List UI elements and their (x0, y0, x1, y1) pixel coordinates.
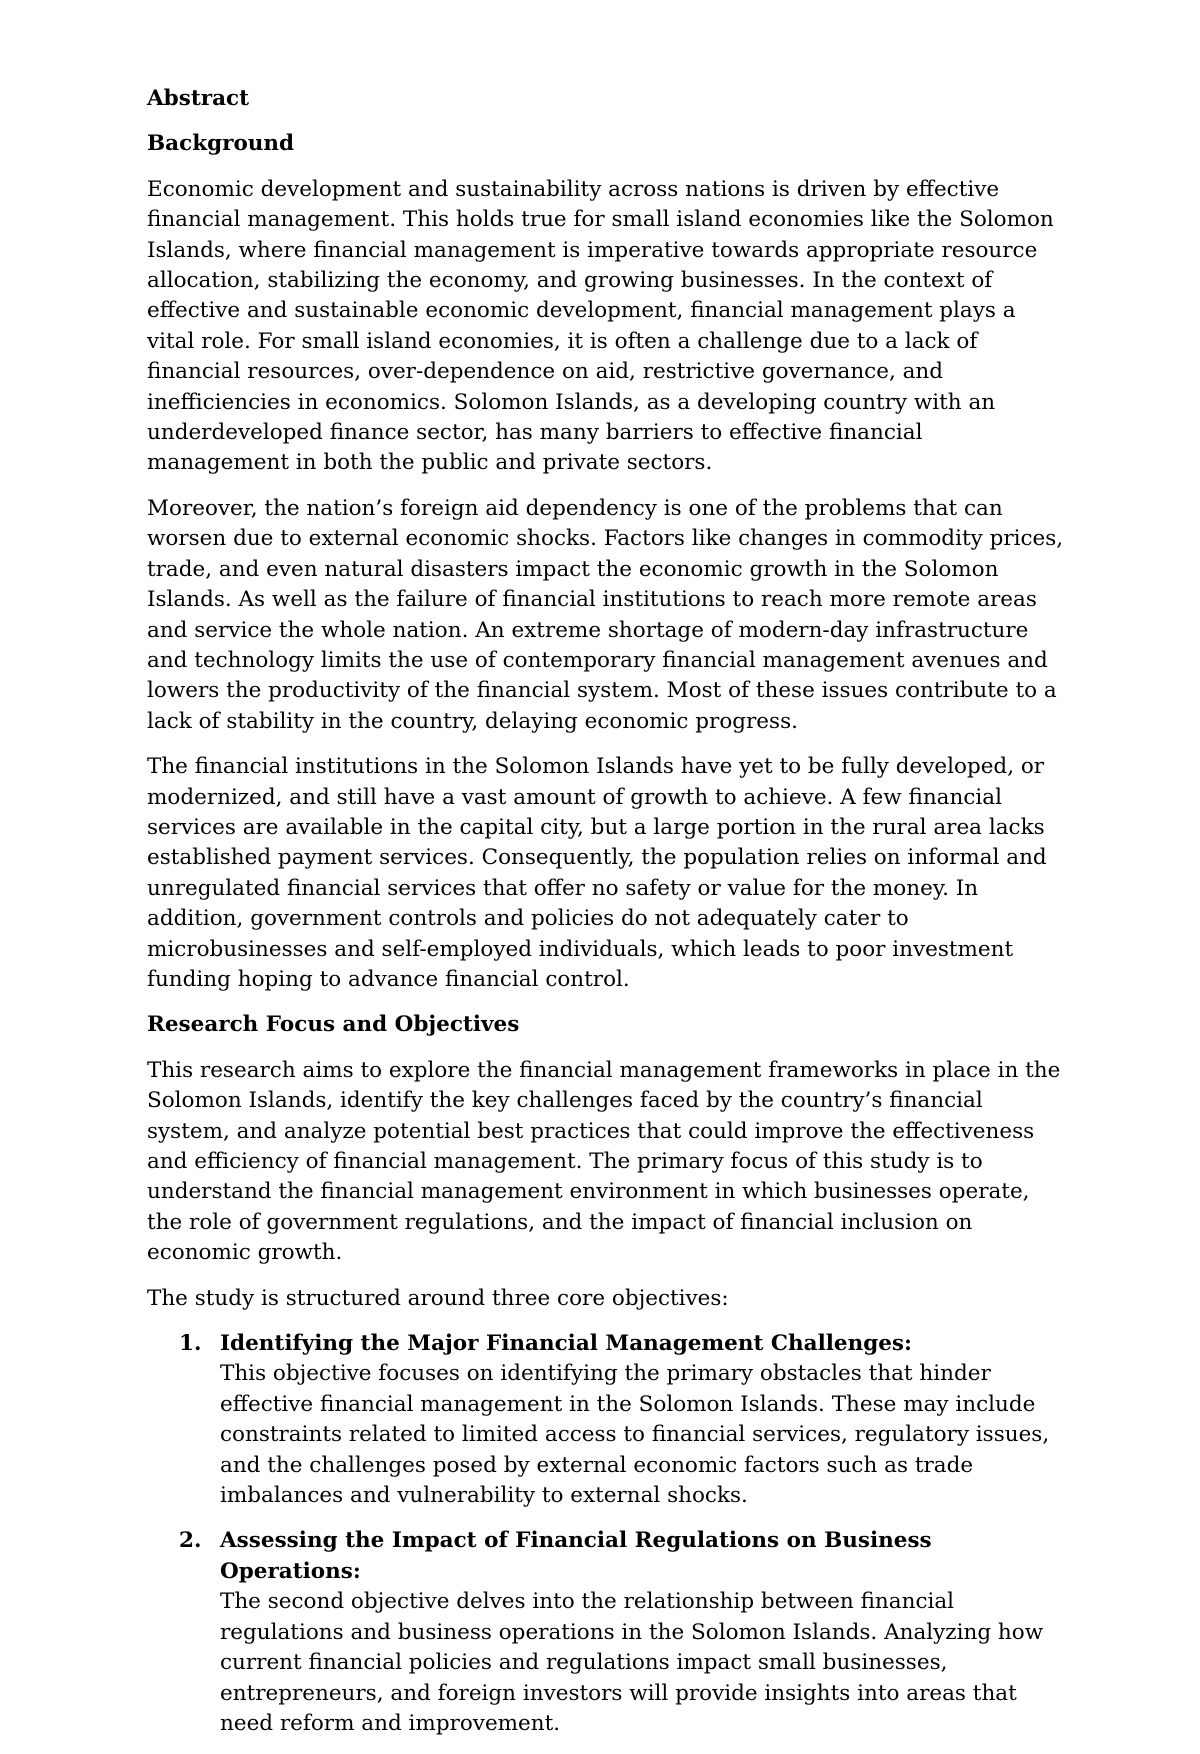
objective-item (147, 1526, 1067, 1739)
research-paragraph-1: This research aims to explore the financial management frameworks in place in the Solomon Islands, identify the key challenges faced by the country’s financial system, and analyze potential best practices that could improve the effectiveness and efficiency of financial management. The primary focus of this study is to understand the financial management environment in which businesses operate, the role of government regulations, and the impact of financial inclusion on economic growth. (147, 1057, 1061, 1266)
objective-body: The second objective delves into the relationship between financial regulations and business operations in the Solomon Islands. Analyzing how current financial policies and regulations impact small businesses, entrepreneurs, and foreign investors will provide insights into areas that need reform and improvement. (220, 1589, 1044, 1736)
objective-body: This objective focuses on identifying the primary obstacles that hinder effective financial management in the Solomon Islands. These may include constraints related to limited access to financial services, regulatory issues, and the challenges posed by external economic factors such as trade imbalances and vulnerability to external shocks. (220, 1361, 1050, 1509)
document-body (147, 84, 1067, 1754)
objective-title: Identifying the Major Financial Management Challenges: (220, 1331, 912, 1357)
background-paragraph-1: Economic development and sustainability across nations is driven by effective financial management. This holds true for small island economies like the Solomon Islands, where financial management is imperative towards appropriate resource allocation, stabilizing the economy, and growing businesses. In the context of effective and sustainable economic development, financial management plays a vital role. For small island economies, it is often a challenge due to a lack of financial resources, over-dependence on aid, restrictive governance, and inefficiencies in economics. Solomon Islands, as a developing country with an underdeveloped finance sector, has many barriers to effective financial management in both the public and private sectors. (147, 176, 1054, 476)
objective-number: 1. (179, 1331, 202, 1357)
research-heading: Research Focus and Objectives (147, 1012, 520, 1038)
background-paragraph-2: Moreover, the nation’s foreign aid dependency is one of the problems that can worsen due to external economic shocks. Factors like changes in commodity prices, trade, and even natural disasters impact the economic growth in the Solomon Islands. As well as the failure of financial institutions to reach more remote areas and service the whole nation. An extreme shortage of modern-day infrastructure and technology limits the use of contemporary financial management avenues and lowers the productivity of the financial system. Most of these issues contribute to a lack of stability in the country, delaying economic progress. (147, 495, 1064, 734)
objectives-list (147, 1329, 1067, 1739)
background-paragraph-3: The financial institutions in the Solomon Islands have yet to be fully developed, or modernized, and still have a vast amount of growth to achieve. A few financial services are available in the capital city, but a large portion in the rural area lacks established payment services. Consequently, the population relies on informal and unregulated financial services that offer no safety or value for the money. In addition, government controls and policies do not adequately cater to microbusinesses and self-employed individuals, which leads to poor investment funding hoping to advance financial control. (147, 754, 1047, 992)
objective-number: 2. (179, 1528, 202, 1554)
abstract-heading: Abstract (147, 86, 250, 111)
objective-item (147, 1329, 1067, 1511)
research-paragraph-2: The study is structured around three core objectives: (147, 1285, 729, 1311)
background-heading: Background (147, 131, 295, 157)
objective-title: Assessing the Impact of Financial Regulations on Business Operations: (220, 1528, 932, 1584)
